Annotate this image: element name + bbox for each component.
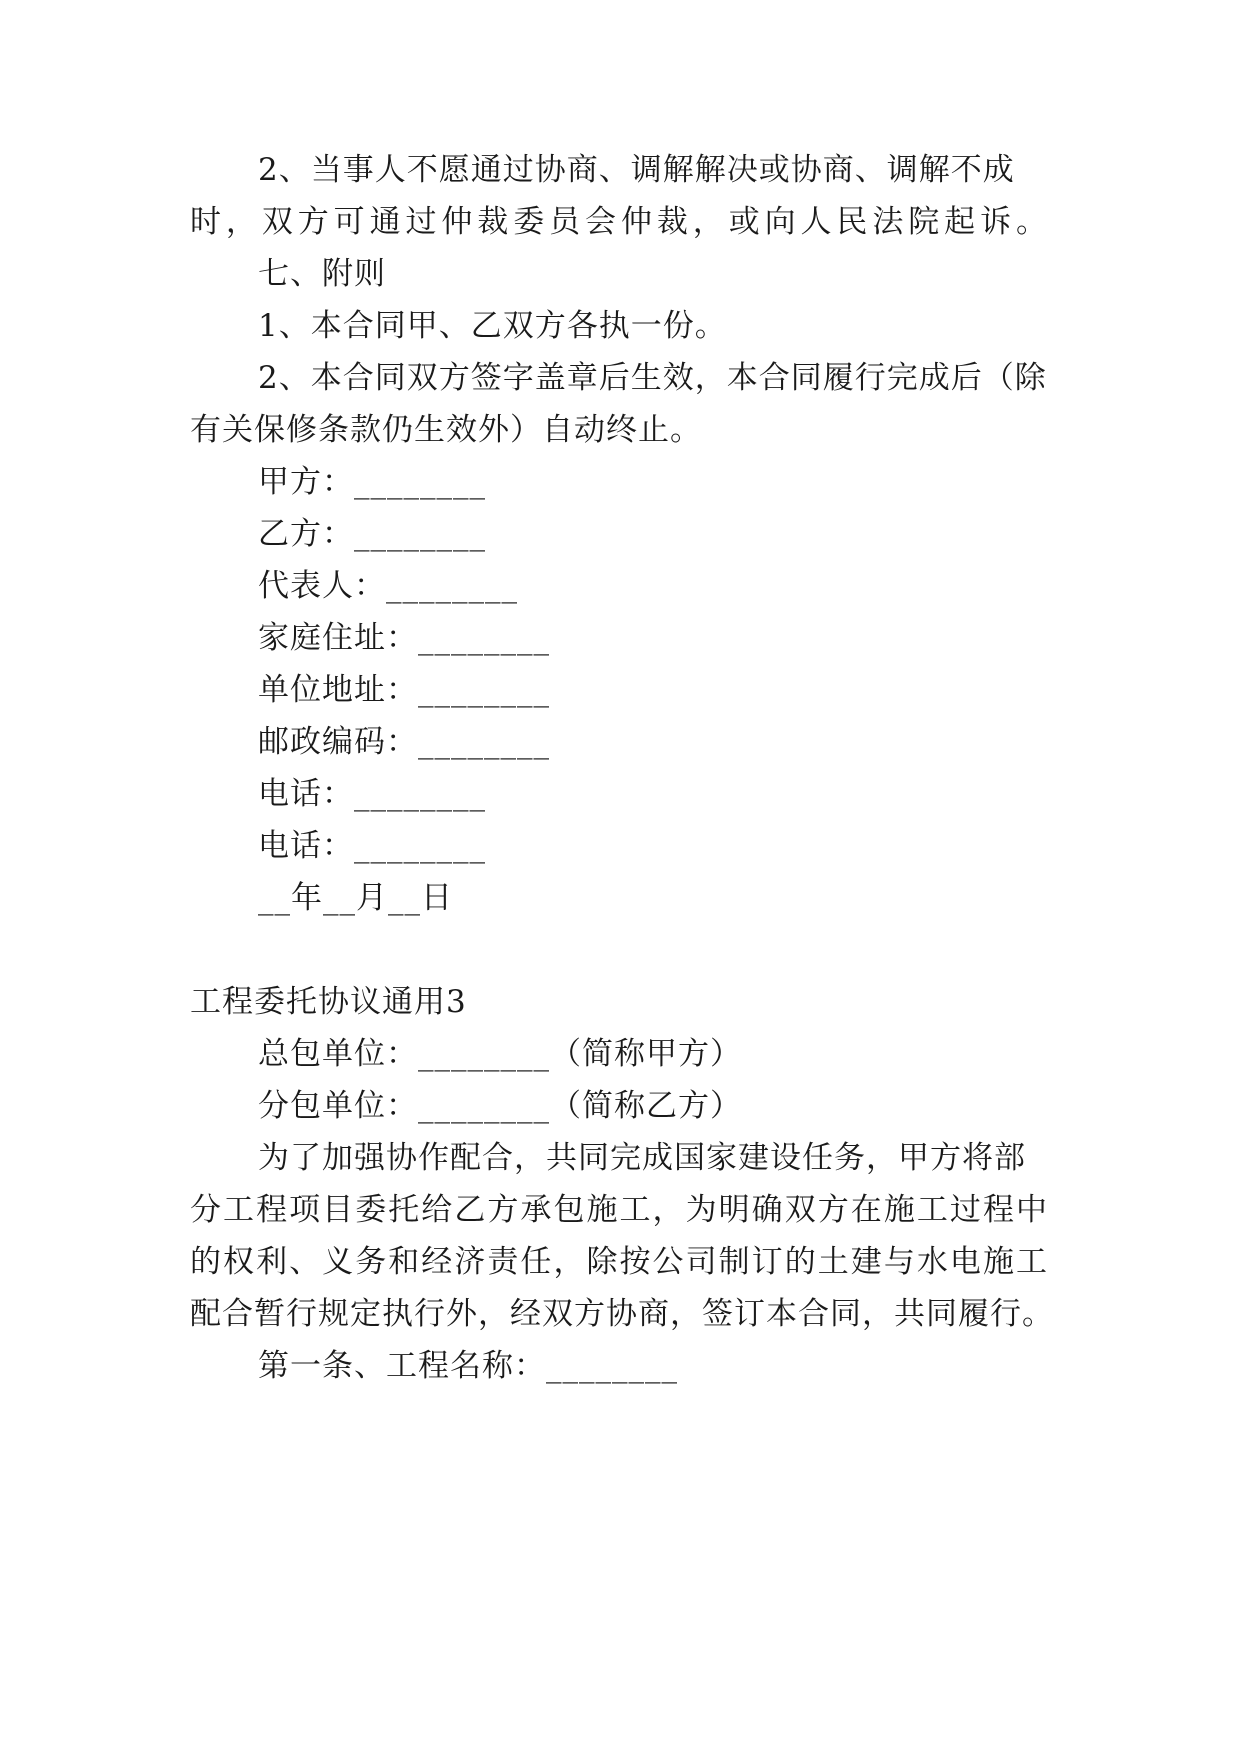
appendix-item-2-line-2: 有关保修条款仍生效外）自动终止。 bbox=[190, 412, 702, 448]
home-address-field: 家庭住址：________ bbox=[258, 620, 550, 656]
sub-contractor-field: 分包单位：________（简称乙方） bbox=[258, 1088, 742, 1124]
party-b-field: 乙方：________ bbox=[258, 516, 486, 552]
phone-field-1: 电话：________ bbox=[258, 776, 486, 812]
intro-paragraph-line-4: 配合暂行规定执行外，经双方协商，签订本合同，共同履行。 bbox=[190, 1296, 1054, 1332]
phone-field-2: 电话：________ bbox=[258, 828, 486, 864]
work-address-field: 单位地址：________ bbox=[258, 672, 550, 708]
dispute-clause-line-2: 时，双方可通过仲裁委员会仲裁，或向人民法院起诉。 bbox=[190, 204, 1048, 240]
appendix-item-1: 1、本合同甲、乙双方各执一份。 bbox=[258, 308, 727, 344]
intro-paragraph-line-1: 为了加强协作配合，共同完成国家建设任务，甲方将部 bbox=[258, 1140, 1026, 1176]
section-title: 工程委托协议通用3 bbox=[190, 984, 467, 1020]
general-contractor-field: 总包单位：________（简称甲方） bbox=[258, 1036, 742, 1072]
dispute-clause-line-1: 2、当事人不愿通过协商、调解解决或协商、调解不成 bbox=[258, 152, 1015, 188]
intro-paragraph-line-3: 的权利、义务和经济责任，除按公司制订的土建与水电施工 bbox=[190, 1244, 1048, 1280]
representative-field: 代表人：________ bbox=[258, 568, 518, 604]
date-field: __年__月__日 bbox=[258, 880, 453, 916]
postcode-field: 邮政编码：________ bbox=[258, 724, 550, 760]
intro-paragraph-line-2: 分工程项目委托给乙方承包施工，为明确双方在施工过程中 bbox=[190, 1192, 1048, 1228]
appendix-item-2-line-1: 2、本合同双方签字盖章后生效，本合同履行完成后（除 bbox=[258, 360, 1047, 396]
article-1-project-name: 第一条、工程名称：________ bbox=[258, 1348, 678, 1384]
party-a-field: 甲方：________ bbox=[258, 464, 486, 500]
section-heading-appendix: 七、附则 bbox=[258, 256, 386, 292]
